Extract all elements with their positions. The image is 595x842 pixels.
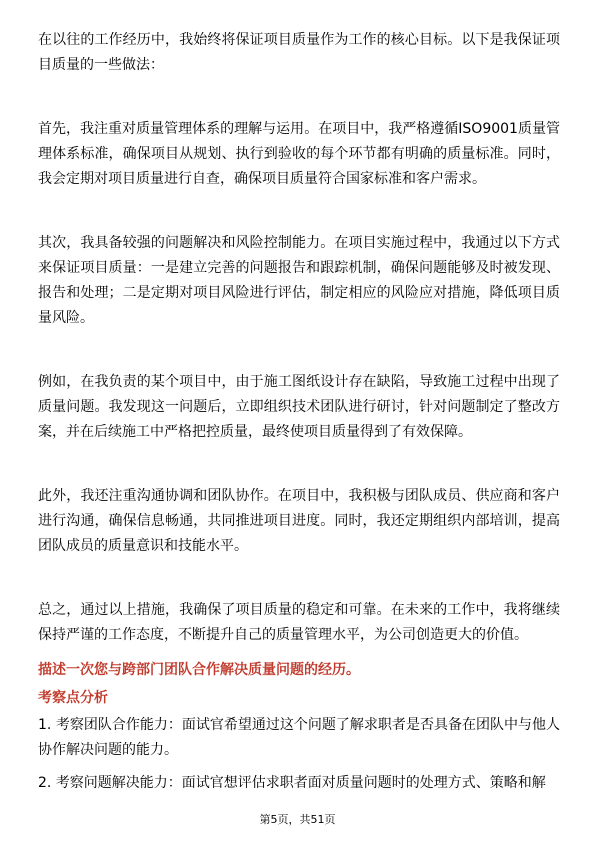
paragraph-intro: 在以往的工作经历中，我始终将保证项目质量作为工作的核心目标。以下是我保证项目质量的一些做法： <box>38 32 560 73</box>
paragraph-first: 首先，我注重对质量管理体系的理解与运用。在项目中，我严格遵循ISO9001质量管理体系标准，确保项目从规划、执行到验收的每个环节都有明确的质量标准。同时，我会定期对项目质量进行自查，确保项目质量符合国家标准和客户需求。 <box>38 121 560 187</box>
paragraph-conclusion: 总之，通过以上措施，我确保了项目质量的稳定和可靠。在未来的工作中，我将继续保持严谨的工作态度，不断提升自己的质量管理水平，为公司创造更大的价值。 <box>38 602 560 643</box>
page-number-footer: 第5页，共51页 <box>259 813 336 826</box>
paragraph-example: 例如，在我负责的某个项目中，由于施工图纸设计存在缺陷，导致施工过程中出现了质量问题。我发现这一问题后，立即组织技术团队进行研讨，针对问题制定了整改方案，并在后续施工中严格把控质量，最终使项目质量得到了有效保障。 <box>38 374 560 440</box>
page-content <box>38 28 560 804</box>
paragraph-second: 其次，我具备较强的问题解决和风险控制能力。在项目实施过程中，我通过以下方式来保证项目质量：一是建立完善的问题报告和跟踪机制，确保问题能够及时被发现、报告和处理；二是定期对项目风险进行评估，制定相应的风险应对措施，降低项目质量风险。 <box>38 235 560 326</box>
paragraph-additionally: 此外，我还注重沟通协调和团队协作。在项目中，我积极与团队成员、供应商和客户进行沟通，确保信息畅通，共同推进项目进度。同时，我还定期组织内部培训，提高团队成员的质量意识和技能水平。 <box>38 488 560 554</box>
analysis-item-2: 2. 考察问题解决能力：面试官想评估求职者面对质量问题时的处理方式、策略和解 <box>38 775 546 791</box>
question-heading: 描述一次您与跨部门团队合作解决质量问题的经历。 <box>38 662 360 678</box>
analysis-heading: 考察点分析 <box>38 690 108 706</box>
analysis-item-1: 1. 考察团队合作能力：面试官希望通过这个问题了解求职者是否具备在团队中与他人协作解决问题的能力。 <box>38 717 560 758</box>
